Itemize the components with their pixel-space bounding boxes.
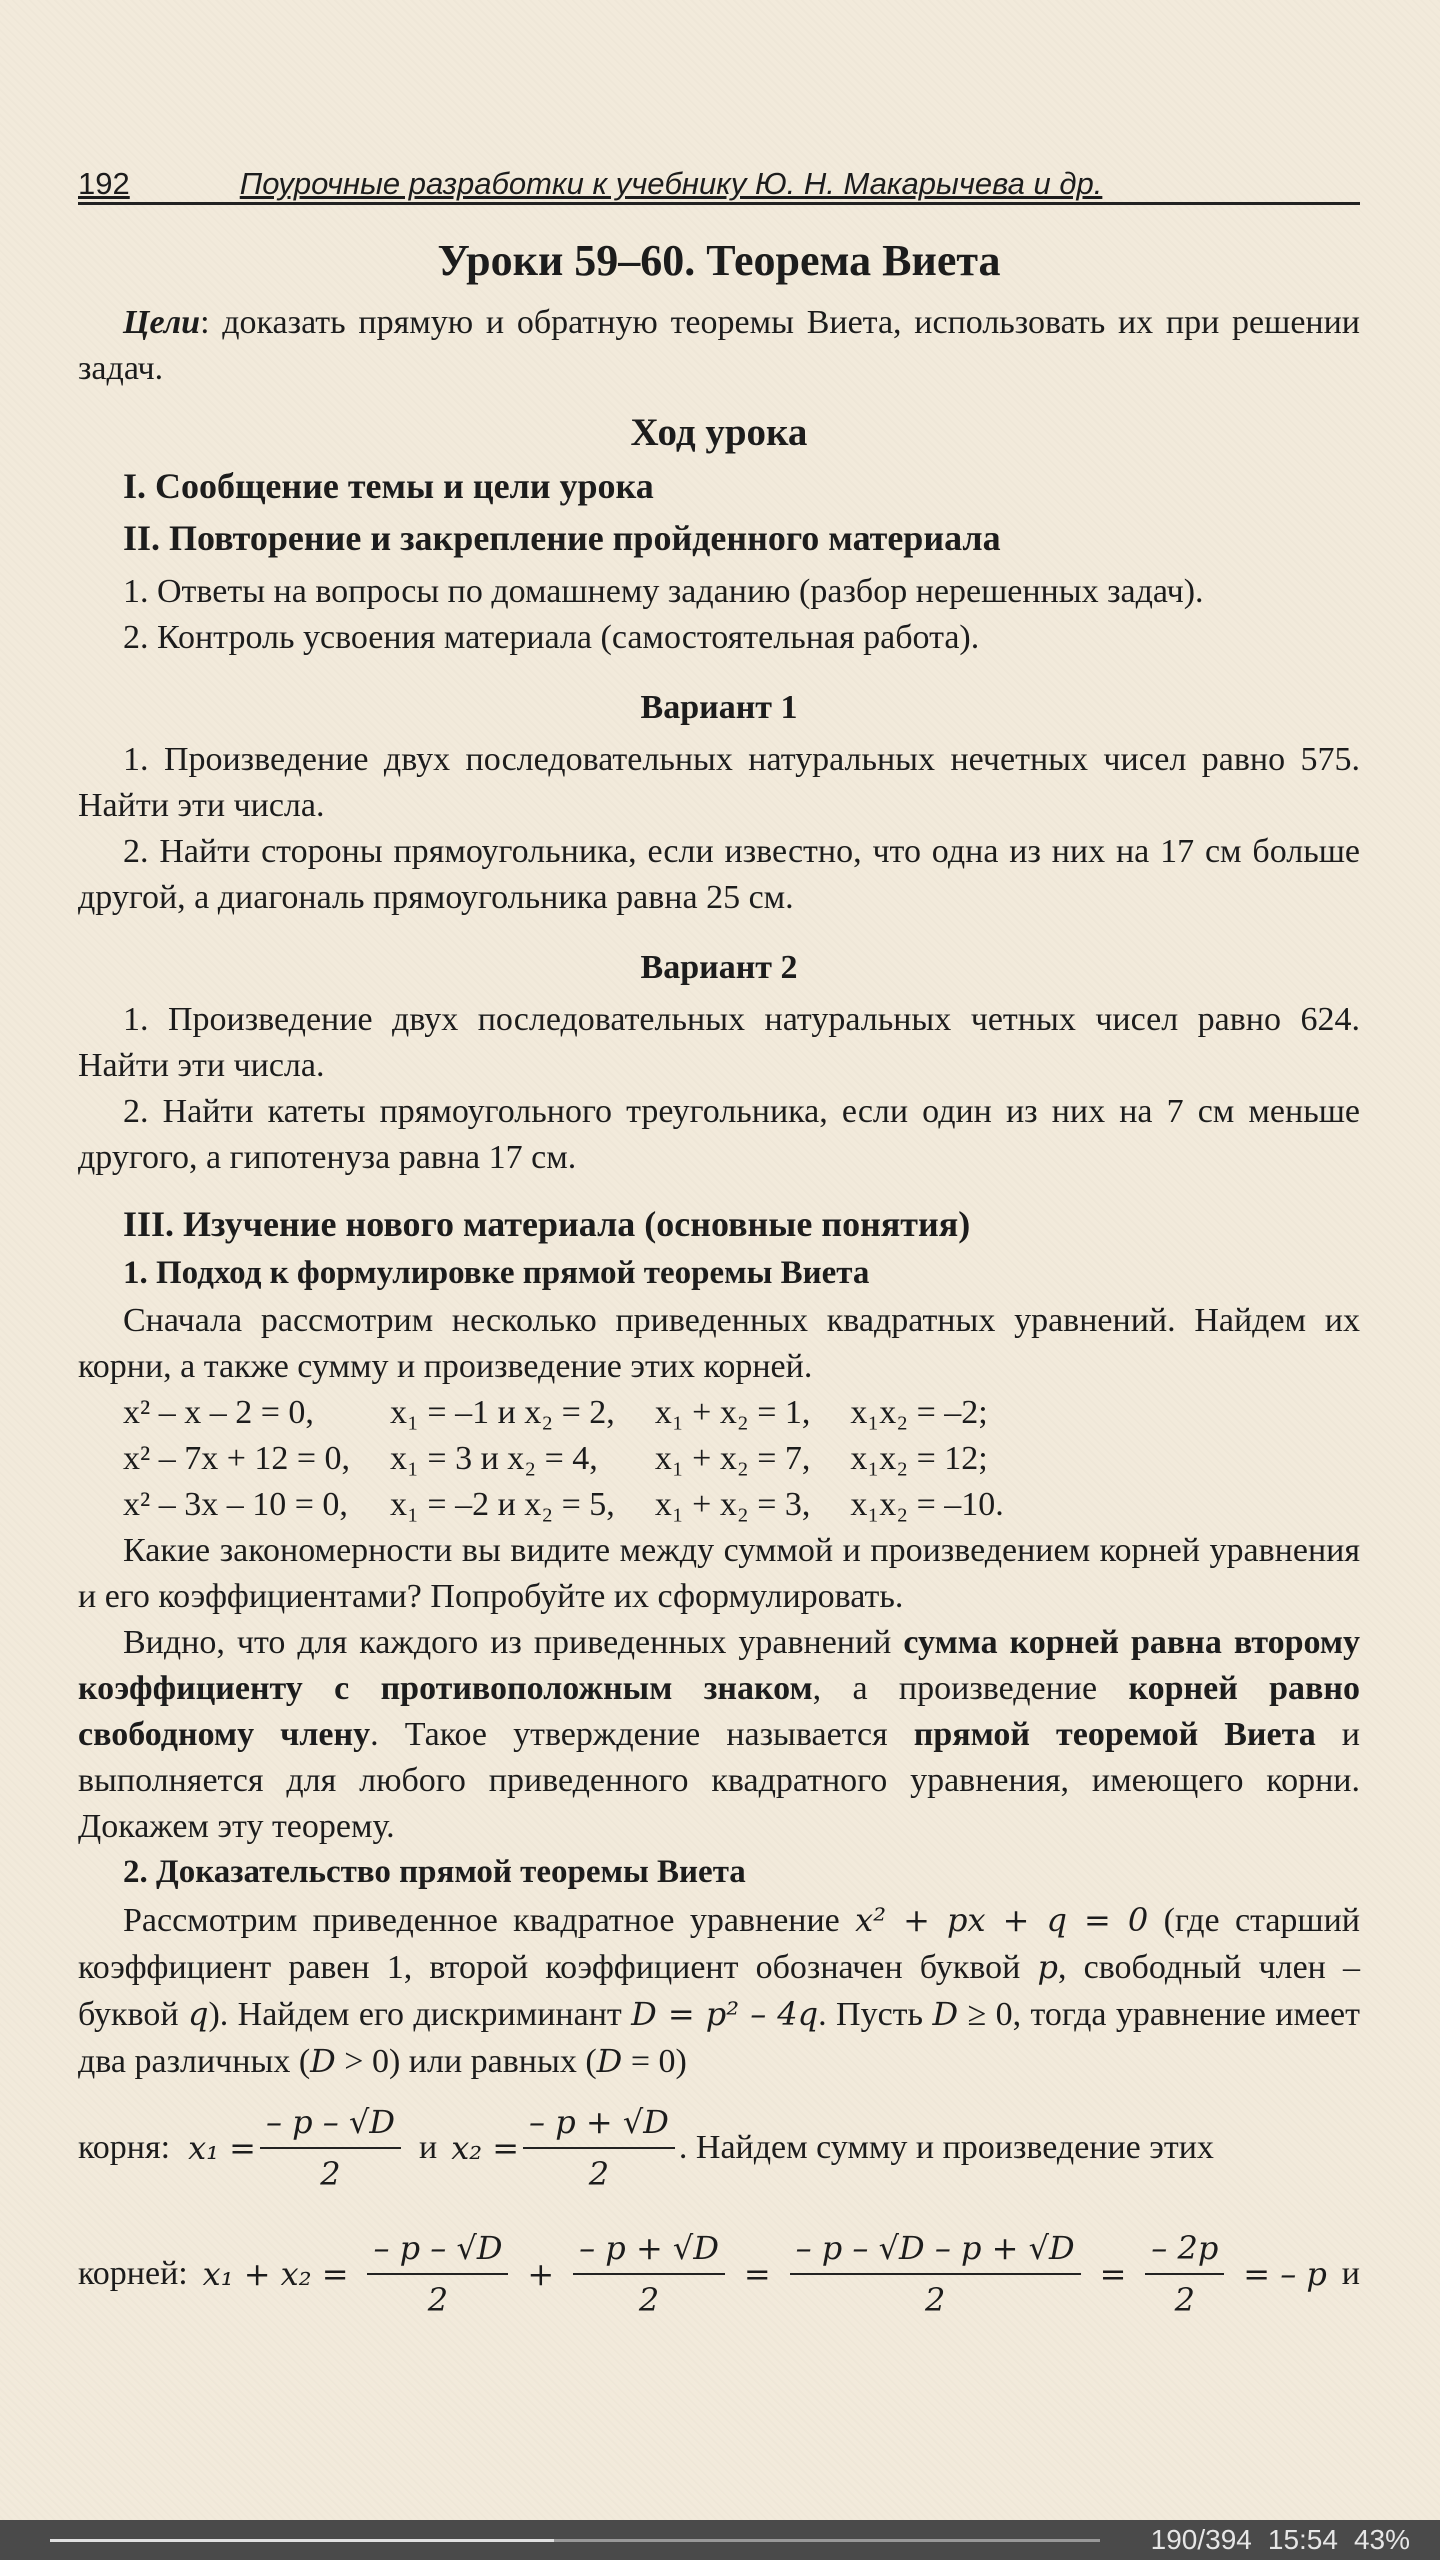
proof-text-3: , свободный член – буквой [78,1949,1360,2033]
equations-table [123,1390,1044,1528]
x2-denominator: 2 [588,2155,610,2193]
x2-label: x₂ = [451,2129,520,2167]
x2-fraction [523,2099,675,2197]
sum-fraction-4 [1145,2225,1224,2323]
sum-f4-denominator: 2 [1174,2281,1195,2319]
roots-sum: x₁ + x₂ = 3, [654,1486,811,1523]
equals-sign: = [743,2255,771,2293]
equation: x² – 3x – 10 = 0, [123,1486,348,1523]
roots-sum: x₁ + x₂ = 1, [654,1394,811,1431]
obs-text-3: . Такое утверждение называется [370,1716,914,1753]
sum-label: корней: [78,2255,188,2292]
roots-product: x₁x₂ = 12; [850,1440,988,1477]
reader-status-bar [0,2520,1440,2560]
proof-math-3: q [187,1995,209,2033]
proof-text-6: ≥ 0, тогда уравнение имеет два различных ( [78,1996,1360,2080]
sum-f2-numerator: – p + √D [573,2225,725,2275]
goals-paragraph [78,300,1360,392]
table-row [123,1482,1044,1528]
proof-text-8: = 0) [622,2043,687,2080]
roots: x₁ = 3 и x₂ = 4, [390,1440,598,1477]
obs-bold-2: корней равно свободному члену [78,1670,1360,1753]
variant-2-title: Вариант 2 [640,949,798,986]
sum-fraction-3 [790,2225,1081,2323]
sum-f4-numerator: – 2p [1145,2225,1224,2275]
variant-2-task-1: 1. Произведение двух последовательных натуральных четных чисел равно 624. Найти эти числа. [78,1001,1360,1084]
section-2-heading: II. Повторение и закрепление пройденного материала [123,518,1001,558]
roots-product: x₁x₂ = –10. [850,1486,1004,1523]
sum-f3-numerator: – p – √D – p + √D [790,2225,1081,2275]
roots-product: x₁x₂ = –2; [850,1394,988,1431]
x1-label: x₁ = [188,2129,256,2167]
course-heading: Ход урока [630,411,808,454]
proof-paragraph [78,1897,1360,2085]
s2-item-1: 1. Ответы на вопросы по домашнему заданию (разбор нерешенных задач). [123,573,1204,610]
and-word: и [418,2129,438,2166]
obs-bold-1: сумма корней равна второму коэффициенту с противоположным знаком [78,1624,1361,1707]
section-3-heading: III. Изучение нового материала (основные понятия) [123,1204,971,1244]
proof-math-4: D = p² – 4q [631,1995,819,2033]
sum-f1-denominator: 2 [427,2281,449,2319]
sum-lhs: x₁ + x₂ = [202,2255,349,2293]
page-number: 192 [78,166,130,201]
observation-paragraph [78,1620,1360,1850]
equals-sign: = [1099,2255,1127,2293]
clock: 15:54 [1267,2524,1338,2555]
proof-math-7: D [596,2042,623,2080]
sum-f2-denominator: 2 [638,2281,660,2319]
proof-text-1: Рассмотрим приведенное квадратное уравнение [123,1902,856,1939]
table-row [123,1390,1044,1436]
variant-1-task-1: 1. Произведение двух последовательных натуральных нечетных чисел равно 575. Найти эти числа. [78,741,1360,824]
roots: x₁ = –2 и x₂ = 5, [390,1486,615,1523]
x1-numerator: – p – √D [260,2099,401,2149]
sum-f1-numerator: – p – √D [367,2225,508,2275]
variant-1-title: Вариант 1 [640,689,798,726]
page-counter: 190/394 [1150,2524,1252,2555]
x2-numerator: – p + √D [523,2099,675,2149]
roots-formula-line [78,2099,1360,2197]
roots-label: корня: [78,2129,171,2166]
table-row [123,1436,1044,1482]
obs-text-1: Видно, что для каждого из приведенных уравнений [123,1624,904,1661]
battery-level: 43% [1353,2524,1410,2555]
equation: x² – 7x + 12 = 0, [123,1440,351,1477]
roots-sum: x₁ + x₂ = 7, [654,1440,811,1477]
running-head [78,160,1360,205]
reading-progress-fill [50,2539,554,2542]
x1-denominator: 2 [320,2155,341,2193]
sum-fraction-2 [573,2225,725,2323]
goals-label: Цели [123,304,201,341]
and-word: и [1341,2255,1360,2292]
book-page [78,160,1360,2323]
goals-text: : доказать прямую и обратную теоремы Виета, использовать их при решении задач. [78,304,1360,387]
proof-math-1: x² + px + q = 0 [855,1901,1149,1939]
plus-sign: + [527,2255,555,2293]
variant-2-task-2: 2. Найти катеты прямоугольного треугольника, если один из них на 7 см меньше другого, а гипотенуза равна 17 см. [78,1093,1360,1176]
proof-text-5: . Пусть [818,1996,933,2033]
lesson-title: Уроки 59–60. Теорема Виета [437,236,1001,285]
subsection-2-heading: 2. Доказательство прямой теоремы Виета [123,1854,746,1890]
proof-math-2: p [1037,1948,1058,1986]
proof-text-7: > 0) или равных ( [335,2043,597,2080]
obs-bold-3: прямой теоремой Виета [913,1716,1316,1753]
sum-f3-denominator: 2 [924,2281,946,2319]
sub1-intro: Сначала рассмотрим несколько приведенных квадратных уравнений. Найдем их корни, а также сумму и произведение этих корней. [78,1302,1360,1385]
proof-math-5: D [932,1995,959,2033]
sum-formula-line [78,2225,1360,2323]
variant-1-task-2: 2. Найти стороны прямоугольника, если известно, что одна из них на 17 см больше другой, а диагональ прямоугольника равна 25 см. [78,833,1360,916]
roots-tail-text: . Найдем сумму и произведение этих [678,2129,1214,2166]
sum-fraction-1 [367,2225,508,2323]
reading-progress-bar[interactable] [50,2539,1100,2542]
proof-math-6: D [310,2042,336,2080]
subsection-1-heading: 1. Подход к формулировке прямой теоремы Виета [123,1255,870,1291]
obs-text-2: , а произведение [812,1670,1129,1707]
proof-text-2: (где старший коэффициент равен 1, второй коэффициент обозначен буквой [78,1902,1361,1986]
s2-item-2: 2. Контроль усвоения материала (самостоятельная работа). [123,619,980,656]
running-title: Поурочные разработки к учебнику Ю. Н. Макарычева и др. [239,166,1103,201]
equation: x² – x – 2 = 0, [123,1394,314,1431]
roots: x₁ = –1 и x₂ = 2, [390,1394,615,1431]
section-1-heading: I. Сообщение темы и цели урока [123,466,654,506]
obs-text-4: и выполняется для любого приведенного квадратного уравнения, имеющего корни. Докажем эту теорему. [78,1716,1360,1845]
x1-fraction [260,2099,401,2197]
question-paragraph: Какие закономерности вы видите между суммой и произведением корней уравнения и его коэффициентами? Попробуйте их сформулировать. [78,1532,1360,1615]
sum-rhs: = – p [1243,2255,1327,2293]
proof-text-4: ). Найдем его дискриминант [208,1996,632,2033]
